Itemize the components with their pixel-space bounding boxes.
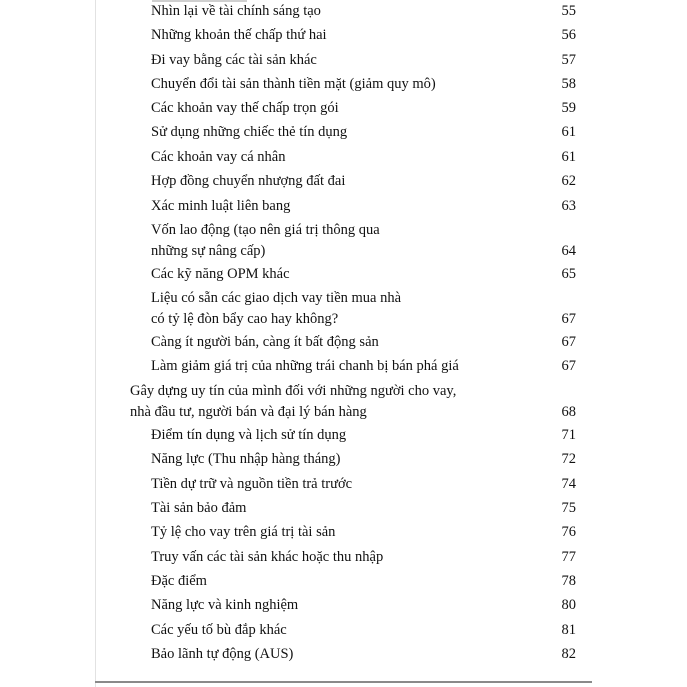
toc-entry-title: Các khoản vay cá nhân [151,149,286,165]
toc-entry-page: 64 [561,243,576,259]
toc-entry-title: Chuyển đổi tài sản thành tiền mặt (giảm quy mô) [151,76,436,92]
toc-entry-title: Tiền dự trữ và nguồn tiền trả trước [151,476,353,492]
toc-entry [95,147,592,168]
toc-entry [95,264,592,285]
toc-entry-page: 65 [561,266,576,282]
toc-entry [95,644,592,665]
toc-entry-page: 58 [561,76,576,92]
toc-entry [95,220,592,262]
toc-entry [95,74,592,95]
toc-entry [95,425,592,446]
toc-entry-title: Các khoản vay thế chấp trọn gói [151,100,339,116]
toc-entry [95,25,592,46]
toc-entry-title: Vốn lao động (tạo nên giá trị thông qua [151,222,380,238]
toc-entry-title: Sử dụng những chiếc thẻ tín dụng [151,124,348,140]
toc-entry-title: Các kỹ năng OPM khác [151,266,290,282]
toc-entry-title: Đi vay bằng các tài sản khác [151,52,317,68]
toc-entry-page: 75 [561,500,576,516]
toc-entry-title: Nhìn lại về tài chính sáng tạo [151,3,321,19]
toc-entry [95,1,592,22]
toc-entry [95,595,592,616]
toc-entry-page: 74 [561,476,576,492]
toc-section-entry [95,381,592,423]
toc-entry [95,571,592,592]
toc-entry-title: Liệu có sẵn các giao dịch vay tiền mua nhà [151,290,402,306]
toc-entry-page: 71 [561,427,576,443]
toc-entry-title: Các yếu tố bù đắp khác [151,622,287,638]
toc-entry-page: 55 [561,3,576,19]
toc-page [95,0,592,687]
toc-entry [95,50,592,71]
toc-section-title: Gây dựng uy tín của mình đối với những người cho vay, [130,383,457,399]
toc-entry-title: Tỷ lệ cho vay trên giá trị tài sản [151,524,336,540]
toc-entry-page: 62 [561,173,576,189]
toc-entry-title: Truy vấn các tài sản khác hoặc thu nhập [151,549,384,565]
toc-entry [95,122,592,143]
toc-entry-page: 77 [561,549,576,565]
toc-entry-page: 67 [561,311,576,327]
toc-entry-page: 59 [561,100,576,116]
toc-entry-page: 57 [561,52,576,68]
toc-entry-page: 61 [561,124,576,140]
toc-entry-page: 67 [561,334,576,350]
toc-entry-title: Xác minh luật liên bang [151,198,291,214]
toc-entry-title: Những khoản thế chấp thứ hai [151,27,327,43]
toc-entry-page: 61 [561,149,576,165]
toc-entry [95,171,592,192]
toc-entry [95,332,592,353]
toc-entry-title: Đặc điểm [151,573,207,589]
toc-entry-title: Năng lực (Thu nhập hàng tháng) [151,451,341,467]
toc-entry-page: 67 [561,358,576,374]
toc-section-title-line2: nhà đầu tư, người bán và đại lý bán hàng [130,404,367,420]
toc-entry-title: Càng ít người bán, càng ít bất động sản [151,334,379,350]
toc-entry [95,620,592,641]
toc-entry-title: Hợp đồng chuyển nhượng đất đai [151,173,346,189]
toc-entry-title: Bảo lãnh tự động (AUS) [151,646,294,662]
toc-entry [95,449,592,470]
toc-entry-page: 78 [561,573,576,589]
bottom-rule [95,681,592,683]
toc-entry-title: Tài sản bảo đảm [151,500,247,516]
toc-entry-page: 82 [561,646,576,662]
toc-entry-page: 56 [561,27,576,43]
toc-entry-page: 81 [561,622,576,638]
toc-entry [95,498,592,519]
toc-entry-title-line2: những sự nâng cấp) [151,243,266,259]
toc-entry-page: 63 [561,198,576,214]
toc-entry [95,288,592,330]
toc-entry [95,547,592,568]
toc-entry [95,522,592,543]
toc-entry-title: Làm giảm giá trị của những trái chanh bị bán phá giá [151,358,459,374]
toc-entry [95,196,592,217]
toc-entry-title: Năng lực và kinh nghiệm [151,597,299,613]
toc-entry-page: 80 [561,597,576,613]
toc-entry-page: 72 [561,451,576,467]
toc-entry-title: Điểm tín dụng và lịch sử tín dụng [151,427,347,443]
toc-section-page: 68 [561,404,576,420]
toc-entry [95,356,592,377]
toc-entry [95,474,592,495]
toc-entry [95,98,592,119]
toc-entry-page: 76 [561,524,576,540]
toc-entry-title-line2: có tỷ lệ đòn bẩy cao hay không? [151,311,339,327]
